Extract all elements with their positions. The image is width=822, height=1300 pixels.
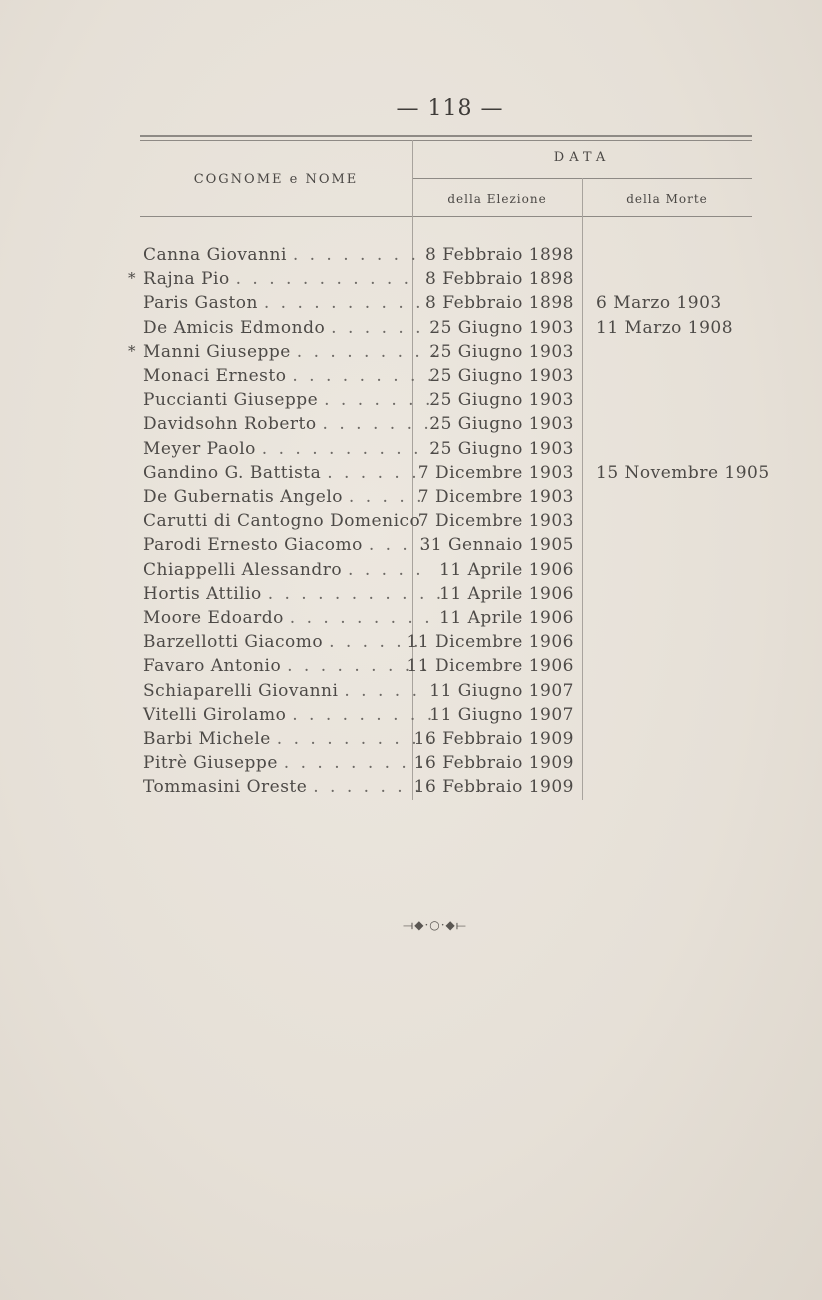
- election-date: 8 Febbraio 1898: [424, 293, 574, 314]
- member-name: Pitrè Giuseppe: [143, 753, 278, 774]
- member-name: Gandino G. Battista: [143, 462, 322, 483]
- member-name-cell: [143, 318, 424, 338]
- leader-dots: . . . . . . .: [322, 414, 432, 435]
- member-name: De Amicis Edmondo: [143, 317, 326, 338]
- member-name: Davidsohn Roberto: [143, 414, 317, 435]
- leader-dots: . . . . . . . .: [292, 245, 419, 265]
- table-row: [0, 269, 822, 293]
- leader-dots: . . . . . . . . .: [283, 753, 427, 774]
- table-row: [0, 753, 822, 777]
- member-name: Favaro Antonio: [143, 656, 282, 677]
- leader-dots: . . . . . . . . .: [292, 704, 436, 725]
- table-row: [0, 414, 822, 438]
- end-ornament: ⟞◆·○·◆⟝: [403, 918, 467, 932]
- page-number: — 118 —: [396, 96, 504, 121]
- leader-dots: . . . .: [368, 535, 428, 556]
- table-row: [0, 560, 822, 584]
- member-name-cell: [143, 245, 419, 265]
- election-date: 25 Giugno 1903: [429, 438, 574, 459]
- table-row: [0, 318, 822, 342]
- table-top-rule-thin: [140, 140, 752, 141]
- member-name-cell: [143, 269, 412, 289]
- election-date: 11 Aprile 1906: [439, 608, 574, 628]
- table-row: [0, 366, 822, 390]
- table-top-rule: [140, 135, 752, 137]
- member-name-cell: [143, 487, 425, 507]
- member-name: Barzellotti Giacomo: [143, 632, 324, 653]
- member-name-cell: [143, 342, 440, 362]
- member-name-cell: [143, 439, 438, 459]
- leader-dots: . . . . . . .: [313, 777, 423, 798]
- member-name: Vitelli Girolamo: [143, 704, 287, 725]
- member-name: Meyer Paolo: [143, 438, 256, 459]
- death-date: 11 Marzo 1908: [596, 317, 734, 338]
- table-row: [0, 705, 822, 729]
- election-date: 11 Giugno 1907: [429, 704, 574, 725]
- member-name-cell: [143, 777, 422, 797]
- leader-dots: . . . . . . . . . .: [276, 729, 437, 749]
- election-date: 25 Giugno 1903: [429, 366, 574, 386]
- header-bottom-rule: [140, 216, 752, 217]
- table-row: [0, 681, 822, 705]
- table-row: [0, 511, 822, 535]
- member-name: Chiappelli Alessandro: [143, 559, 343, 580]
- election-date: 16 Febbraio 1909: [413, 777, 574, 798]
- member-name: Parodi Ernesto Giacomo: [143, 535, 363, 556]
- member-name-cell: [143, 608, 433, 628]
- asterisk-mark: *: [128, 341, 136, 360]
- member-name: Paris Gaston: [143, 293, 258, 314]
- election-date: 25 Giugno 1903: [429, 341, 574, 362]
- header-morte: della Morte: [626, 192, 708, 206]
- member-name: Hortis Attilio: [143, 583, 262, 604]
- member-name-cell: [143, 584, 444, 604]
- header-cognome-nome: COGNOME e NOME: [193, 172, 359, 187]
- election-date: 11 Aprile 1906: [439, 583, 574, 604]
- leader-dots: . . . . . .: [329, 632, 422, 653]
- leader-dots: . . . . . . . . . .: [263, 293, 424, 314]
- election-date: 11 Aprile 1906: [439, 559, 574, 580]
- table-row: [0, 487, 822, 511]
- election-date: 11 Dicembre 1906: [406, 632, 574, 653]
- election-date: 8 Febbraio 1898: [424, 245, 574, 265]
- member-name: De Gubernatis Angelo: [143, 487, 344, 507]
- member-name-cell: [143, 390, 433, 410]
- leader-dots: . . . . . . .: [324, 390, 434, 411]
- member-name: Manni Giuseppe: [143, 341, 291, 362]
- member-name: Schiaparelli Giovanni: [143, 680, 339, 701]
- election-date: 8 Febbraio 1898: [424, 269, 574, 290]
- member-name: Barbi Michele: [143, 729, 271, 749]
- table-row: [0, 293, 822, 317]
- member-name-cell: [143, 632, 422, 652]
- member-name-cell: [143, 535, 428, 555]
- table-row: [0, 729, 822, 753]
- leader-dots: . . . . . . . . .: [296, 341, 440, 362]
- member-name: Carutti di Cantogno Domenico: [143, 511, 421, 532]
- death-date: 15 Novembre 1905: [596, 462, 770, 483]
- member-name: Rajna Pio: [143, 269, 230, 290]
- leader-dots: . . . . .: [348, 559, 424, 580]
- table-row: [0, 632, 822, 656]
- header-elezione: della Elezione: [447, 192, 547, 206]
- election-date: 25 Giugno 1903: [429, 390, 574, 411]
- table-row: [0, 608, 822, 632]
- member-name: Puccianti Giuseppe: [143, 390, 319, 411]
- leader-dots: . . . . .: [344, 680, 420, 701]
- asterisk-mark: *: [128, 269, 136, 288]
- table-row: [0, 342, 822, 366]
- leader-dots: . . . . . . . . . . .: [267, 583, 445, 604]
- leader-dots: . . . . .: [348, 487, 425, 507]
- table-row: [0, 439, 822, 463]
- table-row: [0, 245, 822, 269]
- header-data: DATA: [553, 150, 611, 165]
- table-row: [0, 535, 822, 559]
- member-name: Monaci Ernesto: [143, 366, 287, 386]
- member-name-cell: [143, 656, 430, 676]
- leader-dots: . . . . . . . . . . .: [235, 269, 413, 290]
- leader-dots: . . . . . . . . . . .: [261, 438, 439, 459]
- member-name-cell: [143, 414, 432, 434]
- table-row: [0, 777, 822, 801]
- death-date: 6 Marzo 1903: [596, 293, 722, 314]
- leader-dots: . . . . . . . . .: [292, 366, 436, 386]
- member-name-cell: [143, 511, 420, 531]
- member-name-cell: [143, 463, 420, 483]
- election-date: 25 Giugno 1903: [429, 414, 574, 435]
- election-date: 11 Giugno 1907: [429, 680, 574, 701]
- leader-dots: . . . . . . . . .: [287, 656, 430, 677]
- election-date: 7 Dicembre 1903: [417, 487, 574, 507]
- member-name-cell: [143, 753, 427, 773]
- member-name-cell: [143, 681, 420, 701]
- member-name-cell: [143, 729, 436, 749]
- election-date: 7 Dicembre 1903: [417, 511, 574, 532]
- member-name: Tommasini Oreste: [143, 777, 308, 798]
- member-name-cell: [143, 705, 435, 725]
- member-name-cell: [143, 560, 424, 580]
- election-date: 31 Gennaio 1905: [419, 535, 574, 556]
- table-row: [0, 390, 822, 414]
- election-date: 16 Febbraio 1909: [413, 753, 574, 774]
- table-row: [0, 656, 822, 680]
- leader-dots: . . . . . . . . .: [289, 608, 433, 628]
- election-date: 25 Giugno 1903: [429, 317, 574, 338]
- member-name: Canna Giovanni: [143, 245, 287, 265]
- leader-dots: . . . . . .: [331, 317, 424, 338]
- member-name-cell: [143, 293, 424, 313]
- table-row: [0, 463, 822, 487]
- member-name-cell: [143, 366, 435, 386]
- member-name: Moore Edoardo: [143, 608, 284, 628]
- election-date: 7 Dicembre 1903: [417, 462, 574, 483]
- election-date: 16 Febbraio 1909: [413, 729, 574, 749]
- election-date: 11 Dicembre 1906: [406, 656, 574, 677]
- table-row: [0, 584, 822, 608]
- leader-dots: . . . . . .: [327, 462, 420, 483]
